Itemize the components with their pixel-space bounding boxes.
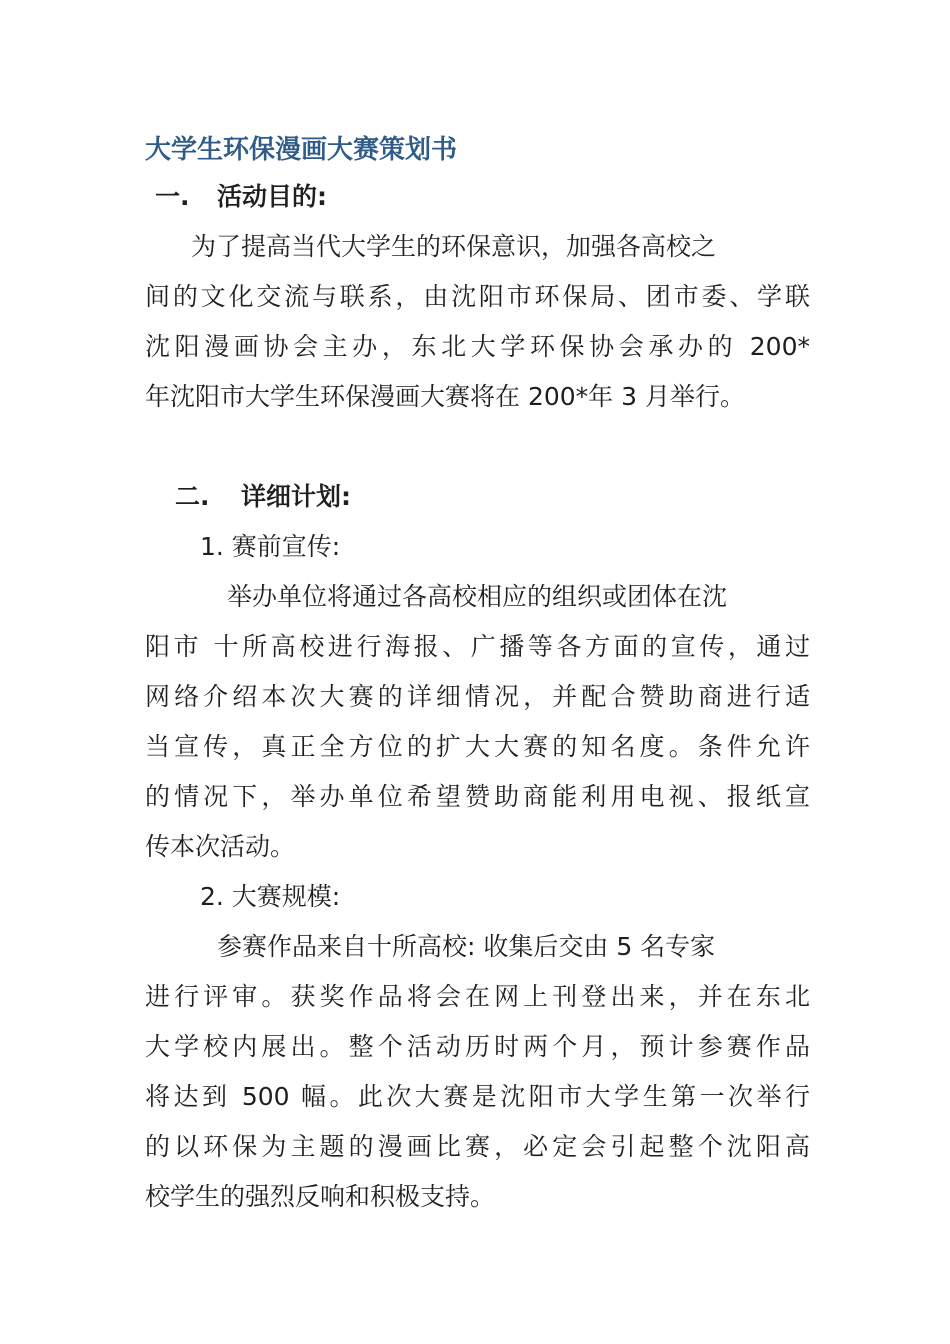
subsection-1-heading: 1. 赛前宣传: [200,532,341,561]
paragraph-line: 阳市 十所高校进行海报、广播等各方面的宣传，通过 [145,632,810,661]
section-1-title: 活动目的: [217,182,327,211]
blank-line [145,422,810,472]
paragraph-line: 为了提高当代大学生的环保意识，加强各高校之 [191,232,717,261]
paragraph-line: 网络介绍本次大赛的详细情况，并配合赞助商进行适 [145,682,810,711]
section-2-heading [145,472,810,522]
paragraph-line: 当宣传，真正全方位的扩大大赛的知名度。条件允许 [145,732,810,761]
paragraph-line: 校学生的强烈反响和积极支持。 [145,1182,496,1211]
section-2-number: 二. [175,482,210,511]
paragraph-line: 传本次活动。 [145,832,296,861]
section-1-paragraph [145,222,810,422]
paragraph-line: 将达到 500 幅。此次大赛是沈阳市大学生第一次举行 [145,1082,810,1111]
paragraph-line: 沈阳漫画协会主办，东北大学环保协会承办的 200* [145,332,810,361]
section-1-number: 一. [155,182,190,211]
paragraph-line: 举办单位将通过各高校相应的组织或团体在沈 [227,582,728,611]
subsection-2-paragraph [145,922,810,1222]
document-body [145,128,810,1222]
paragraph-line: 年沈阳市大学生环保漫画大赛将在 200*年 3 月举行。 [145,382,745,411]
paragraph-line: 的以环保为主题的漫画比赛，必定会引起整个沈阳高 [145,1132,810,1161]
paragraph-line: 间的文化交流与联系，由沈阳市环保局、团市委、学联 [145,282,810,311]
paragraph-line: 进行评审。获奖作品将会在网上刊登出来，并在东北 [145,982,810,1011]
section-1-heading [145,172,810,222]
paragraph-line: 的情况下，举办单位希望赞助商能利用电视、报纸宣 [145,782,810,811]
subsection-2-heading: 2. 大赛规模: [200,882,341,911]
section-2-title: 详细计划: [241,482,351,511]
document-title: 大学生环保漫画大赛策划书 [145,135,458,165]
subsection-1-paragraph [145,572,810,872]
paragraph-line: 参赛作品来自十所高校: 收集后交由 5 名专家 [217,932,716,961]
paragraph-line: 大学校内展出。整个活动历时两个月，预计参赛作品 [145,1032,810,1061]
